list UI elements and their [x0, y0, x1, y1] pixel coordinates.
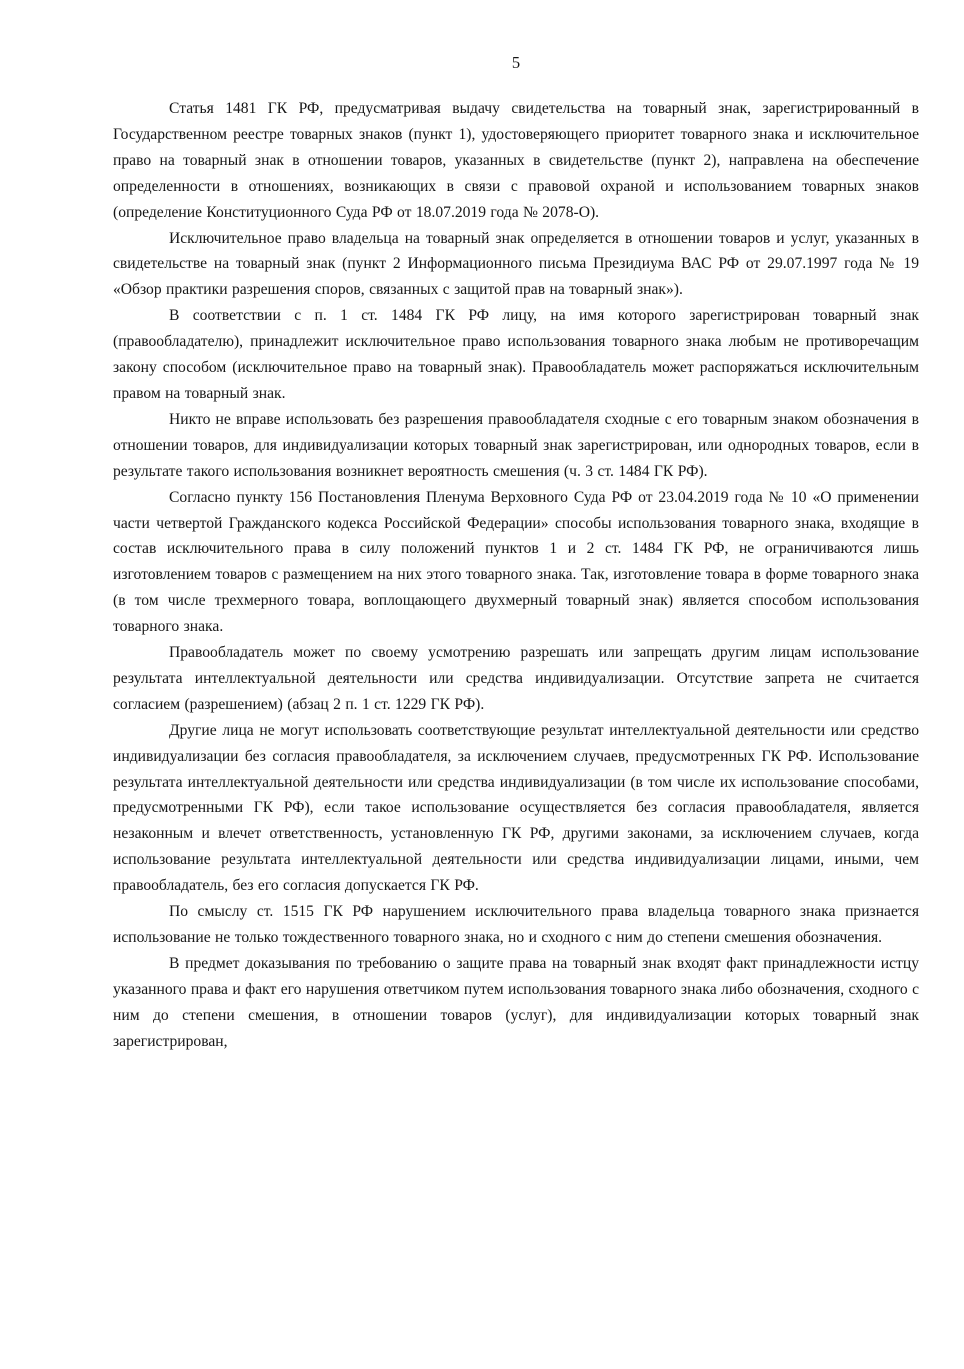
- paragraph-5: Согласно пункту 156 Постановления Пленума Верховного Суда РФ от 23.04.2019 года № 10 «О применении части четвертой Гражданского кодекса Российской Федерации» способы использования товарного знака, входящие в состав исключительного права в силу положений пунктов 1 и 2 ст. 1484 ГК РФ, не ограничиваются лишь изготовлением товаров с размещением на них этого товарного знака. Так, изготовление товара в форме товарного знака (в том числе трехмерного товара, воплощающего двухмерный товарный знак) является способом использования товарного знака.: [113, 488, 919, 636]
- document-body: [113, 96, 919, 1055]
- paragraph-2: Исключительное право владельца на товарный знак определяется в отношении товаров и услуг, указанных в свидетельстве на товарный знак (пункт 2 Информационного письма Президиума ВАС РФ от 29.07.1997 года № 19 «Обзор практики разрешения споров, связанных с защитой прав на товарный знак»).: [113, 229, 919, 299]
- paragraph-8: По смыслу ст. 1515 ГК РФ нарушением исключительного права владельца товарного знака признается использование не только тождественного товарного знака, но и сходного с ним до степени смешения обозначения.: [113, 903, 919, 946]
- paragraph-9: В предмет доказывания по требованию о защите права на товарный знак входят факт принадлежности истцу указанного права и факт его нарушения ответчиком путем использования товарного знака либо обозначения, сходного с ним до степени смешения, в отношении товаров (услуг), для индивидуализации которых товарный знак зарегистрирован,: [113, 954, 919, 1050]
- paragraph-4: Никто не вправе использовать без разрешения правообладателя сходные с его товарным знаком обозначения в отношении товаров, для индивидуализации которых товарный знак зарегистрирован, или однородных товаров, если в результате такого использования возникнет вероятность смешения (ч. 3 ст. 1484 ГК РФ).: [113, 410, 919, 480]
- paragraph-1: Статья 1481 ГК РФ, предусматривая выдачу свидетельства на товарный знак, зарегистрированный в Государственном реестре товарных знаков (пункт 1), удостоверяющего приоритет товарного знака и исключительное право на товарный знак в отношении товаров, указанных в свидетельстве (пункт 2), направлена на обеспечение определенности в отношениях, возникающих в связи с правовой охраной и использованием товарных знаков (определение Конституционного Суда РФ от 18.07.2019 года № 2078-О).: [113, 100, 919, 221]
- paragraph-6: Правообладатель может по своему усмотрению разрешать или запрещать другим лицам использование результата интеллектуальной деятельности или средства индивидуализации. Отсутствие запрета не считается согласием (разрешением) (абзац 2 п. 1 ст. 1229 ГК РФ).: [113, 644, 919, 713]
- page-number: 5: [511, 53, 521, 72]
- paragraph-3: В соответствии с п. 1 ст. 1484 ГК РФ лицу, на имя которого зарегистрирован товарный знак (правообладателю), принадлежит исключительное право использования товарного знака любым не противоречащим закону способом (исключительное право на товарный знак). Правообладатель может распоряжаться исключительным правом на товарный знак.: [113, 307, 919, 402]
- paragraph-7: Другие лица не могут использовать соответствующие результат интеллектуальной деятельности или средство индивидуализации без согласия правообладателя, за исключением случаев, предусмотренных ГК РФ. Использование результата интеллектуальной деятельности или средства индивидуализации (в том числе их использование способами, предусмотренными ГК РФ), если такое использование осуществляется без согласия правообладателя, является незаконным и влечет ответственность, установленную ГК РФ, другими законами, за исключением случаев, когда использование результата интеллектуальной деятельности или средства индивидуализации лицами, иными, чем правообладатель, без его согласия допускается ГК РФ.: [113, 721, 919, 895]
